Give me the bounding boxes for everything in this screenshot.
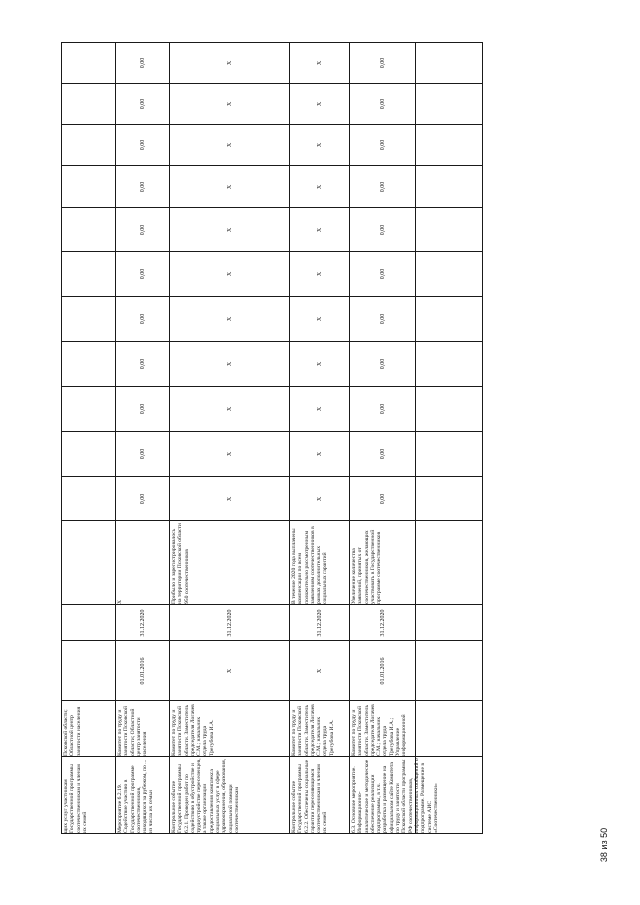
name-text: щих услуг участникам Государственной программы соотечественникам и членам их семей [63, 764, 88, 833]
value-text: X [316, 142, 323, 148]
cell-value [290, 252, 350, 297]
value-text: 0,00 [379, 358, 386, 370]
name-text: Контрольное событие Государственной программы 6.2.2. Обеспечены социальные гарантии переселяющимся соотечественникам и членам их семей [291, 759, 329, 833]
cell-end [116, 605, 170, 641]
end-text: 31.12.2020 [379, 609, 386, 636]
value-text: 0,00 [139, 403, 146, 415]
cell-value [116, 84, 170, 125]
name-text: 6.3. Основное мероприятие. Информационно-аналитическое и методическое обеспечение реализации подпрограммы, в т.ч. разработка и размещение на официальном сайте Комитета по труду и занятости Псковской области программы РФ соотечественников, информационных сообщений о подпрограмме. Размещение в системе АИС «Соотечественники» [351, 758, 439, 833]
cell-value [62, 84, 116, 125]
value-text: X [316, 316, 323, 322]
value-text: 0,00 [379, 224, 386, 235]
cell-value [290, 84, 350, 125]
empty-cell [416, 605, 483, 641]
empty-cell [416, 521, 483, 605]
cell-start [62, 641, 116, 701]
cell-result [290, 521, 350, 605]
cell-value [290, 43, 350, 84]
result-text: В течение 2020 года выплачены компенсации по всем положительно рассмотренным заявлениям соотечественников в рамках дополнительных социальных гарантий [291, 526, 329, 604]
value-text: X [226, 316, 233, 322]
cell-value [116, 166, 170, 208]
cell-name [62, 757, 116, 834]
page-number: 38 из 50 [599, 827, 610, 863]
cell-value [116, 387, 170, 432]
cell-value [116, 297, 170, 342]
cell-value [350, 125, 416, 166]
cell-name [116, 757, 170, 834]
value-text: 0,00 [139, 224, 146, 235]
cell-value [116, 208, 170, 252]
value-text: X [316, 496, 323, 501]
value-text: 0,00 [139, 268, 146, 280]
cell-value [290, 166, 350, 208]
value-text: 0,00 [379, 57, 386, 69]
value-text: X [316, 406, 323, 412]
cell-responsible [290, 701, 350, 757]
cell-result [116, 521, 170, 605]
cell-value [170, 387, 290, 432]
value-text: X [316, 227, 323, 232]
cell-start [290, 641, 350, 701]
cell-value [170, 432, 290, 477]
cell-value [116, 432, 170, 477]
empty-cell [416, 166, 483, 208]
value-text: 0,00 [379, 313, 386, 325]
cell-start [116, 641, 170, 701]
value-text: X [316, 101, 323, 107]
responsible-text: Псковской области; Областной центр занятости населения [63, 706, 82, 756]
value-text: X [226, 406, 233, 412]
cell-responsible [62, 701, 116, 757]
result-text: X [117, 599, 123, 604]
value-text: 0,00 [139, 139, 146, 151]
empty-cell [416, 43, 483, 84]
cell-value [62, 342, 116, 387]
value-text: X [226, 227, 233, 232]
cell-start [350, 641, 416, 701]
cell-value [350, 387, 416, 432]
cell-end [170, 605, 290, 641]
value-text: 0,00 [379, 181, 386, 192]
cell-value [170, 43, 290, 84]
value-text: X [316, 361, 323, 367]
cell-name [290, 757, 350, 834]
cell-value [170, 342, 290, 387]
responsible-text: Комитет по труду и занятости Псковской области. Заместитель председателя Логачев С.М.; начальник отдела труда Трегубова И.А.; Управление информационной [351, 704, 408, 756]
cell-value [170, 166, 290, 208]
empty-cell [416, 208, 483, 252]
responsible-text: Комитет по труду и занятости Псковской области; Областной центр занятости населения [117, 706, 149, 756]
cell-end [290, 605, 350, 641]
result-text [62, 521, 116, 605]
start-text: 01.01.2016 [379, 657, 386, 684]
value-text: X [226, 451, 233, 457]
value-text: X [226, 361, 233, 367]
empty-cell [416, 252, 483, 297]
cell-value [290, 208, 350, 252]
value-text: 0,00 [139, 98, 146, 110]
cell-value [350, 432, 416, 477]
value-text: X [316, 184, 323, 189]
cell-value [290, 387, 350, 432]
cell-value [350, 477, 416, 521]
cell-value [62, 43, 116, 84]
value-text: 0,00 [379, 139, 386, 151]
cell-value [290, 477, 350, 521]
empty-cell [416, 757, 483, 834]
empty-cell [416, 387, 483, 432]
value-text: X [316, 271, 323, 277]
result-text: Прибыло и зарегистрировалось на территории Псковской области 950 соотечественников [171, 523, 190, 604]
value-text: X [226, 101, 233, 107]
empty-cell [416, 641, 483, 701]
cell-value [116, 43, 170, 84]
value-text: 0,00 [379, 403, 386, 415]
empty-cell [416, 701, 483, 757]
cell-value [350, 43, 416, 84]
cell-value [290, 297, 350, 342]
value-text: X [226, 60, 233, 66]
value-text: X [316, 451, 323, 457]
cell-responsible [170, 701, 290, 757]
cell-value [62, 252, 116, 297]
cell-end [62, 605, 116, 641]
cell-value [350, 166, 416, 208]
cell-start [170, 641, 290, 701]
cell-value [170, 208, 290, 252]
cell-value [62, 125, 116, 166]
value-text: X [226, 271, 233, 277]
value-text: 0,00 [379, 493, 386, 504]
cell-value [170, 252, 290, 297]
cell-value [62, 166, 116, 208]
cell-value [170, 84, 290, 125]
value-text: X [226, 184, 233, 189]
result-text: Увеличение количества заявлений, принятых от соотечественников, желающих участвовать в Государственной программе соотечественников [351, 529, 383, 604]
empty-cell [416, 342, 483, 387]
cell-name [350, 757, 439, 834]
cell-value [62, 387, 116, 432]
value-text: 0,00 [139, 313, 146, 325]
value-text: 0,00 [379, 448, 386, 460]
start-text: 01.01.2016 [139, 657, 146, 684]
cell-value [350, 252, 416, 297]
empty-cell [416, 84, 483, 125]
end-text: 31.12.2020 [226, 609, 233, 636]
cell-value [116, 252, 170, 297]
cell-value [290, 342, 350, 387]
cell-value [62, 477, 116, 521]
responsible-text: Комитет по труду и занятости Псковской области. Заместитель председателя Логачев С.М.; начальник отдела труда Трегубова И.А. [171, 704, 215, 756]
cell-value [350, 208, 416, 252]
end-text: 31.12.2020 [316, 609, 323, 636]
start-text: X [226, 668, 233, 673]
cell-value [62, 297, 116, 342]
cell-value [290, 125, 350, 166]
value-text: 0,00 [139, 358, 146, 370]
end-text: 31.12.2020 [139, 609, 146, 636]
cell-value [62, 432, 116, 477]
cell-value [170, 297, 290, 342]
measures-table [61, 42, 483, 834]
cell-value [290, 432, 350, 477]
cell-value [350, 342, 416, 387]
cell-value [116, 477, 170, 521]
cell-name [170, 757, 290, 834]
cell-result [62, 521, 116, 605]
cell-responsible [116, 701, 170, 757]
value-text: 0,00 [379, 98, 386, 110]
cell-value [170, 125, 290, 166]
name-text: Мероприятие 6.2.19. Содействие участию в Государственной программе соотечественников, находящихся за рубежом, по ... из числа их семьи [117, 759, 155, 833]
name-text: Контрольное событие Государственной программы 6.2.1. Проведен работ по содействию в обустройстве и трудоустройстве переселенцев, а также организации предоставления комплекса социальных услуг в сфере здравоохранения, образования, социальной помощи соотечественникам [171, 758, 240, 833]
value-text: X [226, 142, 233, 148]
empty-cell [416, 477, 483, 521]
value-text: X [316, 60, 323, 66]
cell-value [62, 208, 116, 252]
value-text: 0,00 [139, 57, 146, 69]
empty-cell [416, 432, 483, 477]
cell-value [350, 297, 416, 342]
empty-cell [416, 297, 483, 342]
empty-cell [416, 125, 483, 166]
cell-value [350, 84, 416, 125]
cell-value [170, 477, 290, 521]
cell-responsible [350, 701, 416, 757]
responsible-text: Комитет по труду и занятости Псковской области. Заместитель председателя Логачев С.М.; начальник отдела труда Трегубова И.А. [291, 704, 335, 756]
start-text: X [316, 668, 323, 673]
value-text: 0,00 [379, 268, 386, 280]
cell-result [350, 521, 416, 605]
cell-value [116, 342, 170, 387]
value-text: 0,00 [139, 181, 146, 192]
value-text: 0,00 [139, 448, 146, 460]
value-text: X [226, 496, 233, 501]
cell-end [350, 605, 416, 641]
cell-result [170, 521, 290, 605]
value-text: 0,00 [139, 493, 146, 504]
cell-value [116, 125, 170, 166]
